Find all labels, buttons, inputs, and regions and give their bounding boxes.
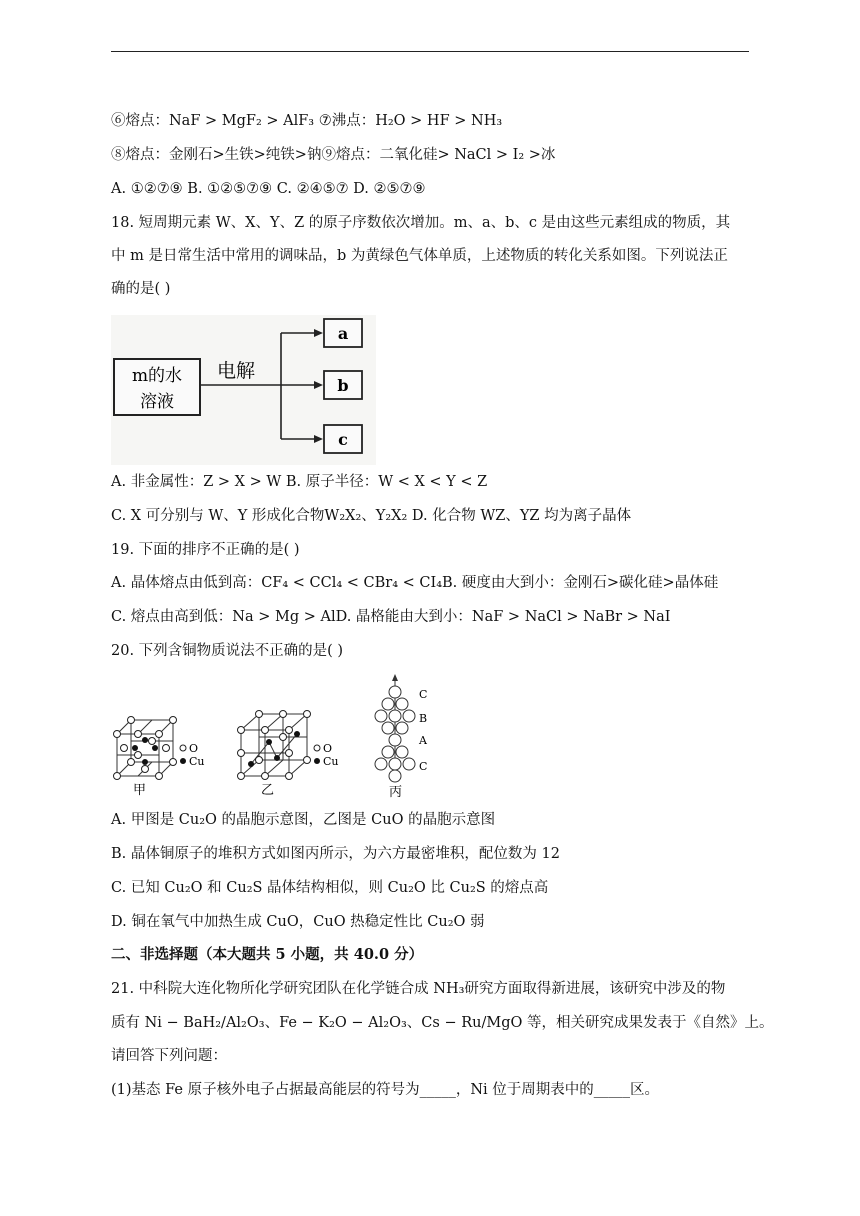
header-rule bbox=[111, 51, 749, 52]
product-c-label: c bbox=[338, 430, 348, 449]
q21-stem-2: 质有 Ni − BaH₂/Al₂O₃、Fe − K₂O − Al₂O₃、Cs − Ru/MgO 等，相关研究成果发表于《自然》上。 bbox=[111, 1015, 774, 1031]
jia-legend-cu: Cu bbox=[189, 755, 205, 768]
layer-c-top: C bbox=[419, 688, 428, 701]
q21-stem-1: 21. 中科院大连化物所化学研究团队在化学链合成 NH₃研究方面取得新进展，该研究中涉及的物 bbox=[111, 981, 726, 997]
electrolysis-diagram bbox=[111, 315, 376, 465]
caption-jia: 甲 bbox=[133, 783, 147, 798]
yi-legend-cu: Cu bbox=[323, 755, 339, 768]
q20-option-b: B. 晶体铜原子的堆积方式如图丙所示，为六方最密堆积，配位数为 12 bbox=[111, 846, 560, 862]
cell-bing bbox=[375, 674, 415, 782]
layer-b: B bbox=[419, 712, 428, 725]
q18-stem-2: 中 m 是日常生活中常用的调味品，b 为黄绿色气体单质，上述物质的转化关系如图。下列说法正 bbox=[111, 248, 728, 264]
q19-option-ab: A. 晶体熔点由低到高：CF₄ < CCl₄ < CBr₄ < CI₄B. 硬度由大到小：金刚石>碳化硅>晶体硅 bbox=[111, 575, 719, 591]
q17-items-8-9: ⑧熔点：金刚石>生铁>纯铁>钠⑨熔点：二氧化硅> NaCl > I₂ >冰 bbox=[111, 147, 556, 163]
q17-items-6-7: ⑥熔点：NaF > MgF₂ > AlF₃ ⑦沸点：H₂O > HF > NH₃ bbox=[111, 113, 503, 129]
layer-c-bottom: C bbox=[419, 760, 428, 773]
q20-figure bbox=[111, 672, 441, 802]
q18-stem-3: 确的是( ) bbox=[111, 281, 171, 297]
q19-stem: 19. 下面的排序不正确的是( ) bbox=[111, 542, 300, 558]
electrolysis-label: 电解 bbox=[216, 360, 256, 382]
q21-part-1: (1)基态 Fe 原子核外电子占据最高能层的符号为_____，Ni 位于周期表中的_____区。 bbox=[111, 1082, 660, 1098]
layer-a: A bbox=[419, 734, 427, 747]
q20-stem: 20. 下列含铜物质说法不正确的是( ) bbox=[111, 643, 344, 659]
jia-legend-o: O bbox=[189, 742, 199, 755]
caption-yi: 乙 bbox=[261, 783, 275, 798]
q21-stem-3: 请回答下列问题： bbox=[111, 1048, 227, 1064]
q18-stem-1: 18. 短周期元素 W、X、Y、Z 的原子序数依次增加。m、a、b、c 是由这些元素组成的物质，其 bbox=[111, 215, 731, 231]
q20-option-c: C. 已知 Cu₂O 和 Cu₂S 晶体结构相似，则 Cu₂O 比 Cu₂S 的熔点高 bbox=[111, 880, 549, 896]
q18-option-cd: C. X 可分别与 W、Y 形成化合物W₂X₂、Y₂X₂ D. 化合物 WZ、YZ 均为离子晶体 bbox=[111, 508, 632, 524]
crystal-cells-diagram bbox=[111, 672, 441, 802]
box-text-2: 溶液 bbox=[140, 392, 174, 412]
yi-legend-o: O bbox=[323, 742, 333, 755]
caption-bing: 丙 bbox=[389, 785, 403, 800]
q19-option-cd: C. 熔点由高到低：Na > Mg > AlD. 晶格能由大到小：NaF > NaCl > NaBr > NaI bbox=[111, 609, 671, 625]
box-text-1: m的水 bbox=[131, 366, 183, 386]
q20-option-d: D. 铜在氧气中加热生成 CuO，CuO 热稳定性比 Cu₂O 弱 bbox=[111, 914, 485, 930]
section-heading: 二、非选择题（本大题共 5 小题，共 40.0 分） bbox=[111, 946, 424, 963]
q18-option-ab: A. 非金属性：Z > X > W B. 原子半径：W < X < Y < Z bbox=[111, 474, 488, 490]
product-b-label: b bbox=[337, 376, 349, 395]
product-a-label: a bbox=[337, 324, 349, 343]
q18-figure bbox=[111, 315, 376, 465]
q17-options: A. ①②⑦⑨ B. ①②⑤⑦⑨ C. ②④⑤⑦ D. ②⑤⑦⑨ bbox=[111, 181, 426, 197]
q20-option-a: A. 甲图是 Cu₂O 的晶胞示意图，乙图是 CuO 的晶胞示意图 bbox=[111, 812, 496, 828]
